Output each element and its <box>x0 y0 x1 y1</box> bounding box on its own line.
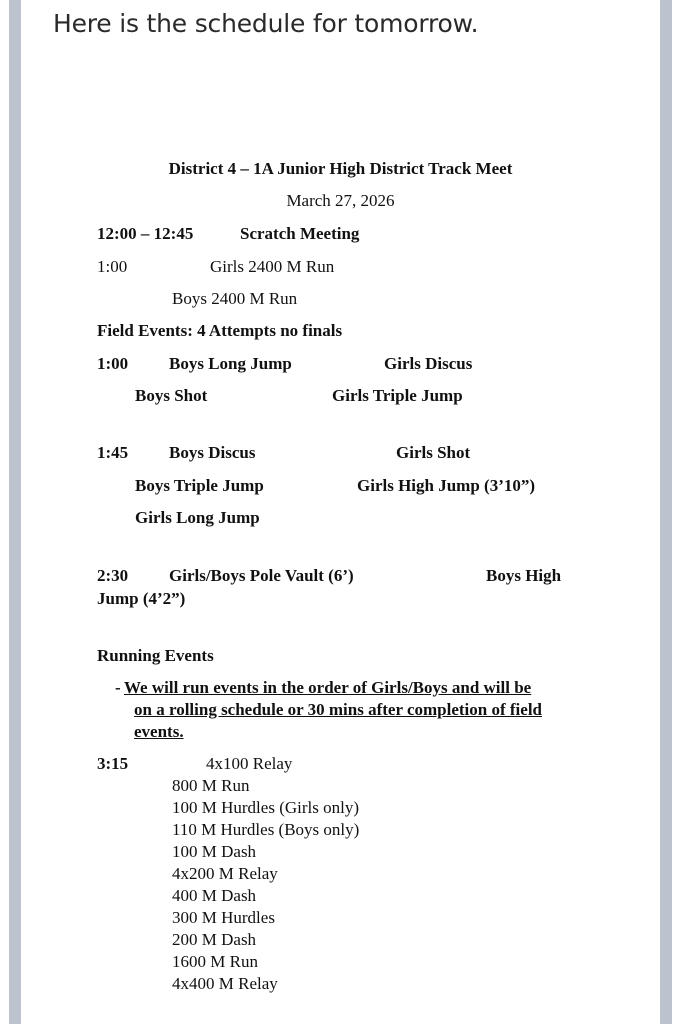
block1-time: 1:00 <box>97 354 129 373</box>
block3-event: Boys High <box>486 566 562 585</box>
note-dash: - <box>115 678 121 697</box>
running-event: 1600 M Run <box>172 952 258 971</box>
block2-event: Boys Discus <box>169 443 256 462</box>
running-event: 4x200 M Relay <box>172 864 278 883</box>
left-border-bar <box>9 0 21 1024</box>
running-event: 300 M Hurdles <box>172 908 275 927</box>
scratch-label: Scratch Meeting <box>240 224 360 243</box>
running-event: 800 M Run <box>172 776 250 795</box>
block1-event: Boys Long Jump <box>169 354 292 373</box>
running-time: 3:15 <box>97 754 129 773</box>
running-events-header: Running Events <box>97 646 214 665</box>
block1-event: Girls Triple Jump <box>332 386 463 405</box>
block2-event: Girls Shot <box>396 443 471 462</box>
girls-2400: Girls 2400 M Run <box>210 257 335 276</box>
meet-title: District 4 – 1A Junior High District Track Meet <box>168 159 513 178</box>
note-line: on a rolling schedule or 30 mins after completion of field <box>134 700 542 719</box>
block2-event: Girls Long Jump <box>135 508 260 527</box>
note-line: We will run events in the order of Girls/Boys and will be <box>124 678 532 697</box>
running-event: 100 M Dash <box>172 842 257 861</box>
boys-2400: Boys 2400 M Run <box>172 289 298 308</box>
meet-date: March 27, 2026 <box>286 191 395 210</box>
block3-event: Girls/Boys Pole Vault (6’) <box>169 566 354 585</box>
block2-event: Boys Triple Jump <box>135 476 264 495</box>
running-event: 400 M Dash <box>172 886 257 905</box>
schedule-document-image <box>21 96 660 1024</box>
field-events-header: Field Events: 4 Attempts no finals <box>97 321 343 340</box>
scratch-time: 12:00 – 12:45 <box>97 224 194 243</box>
block3-event: Jump (4’2”) <box>97 589 186 608</box>
note-line: events. <box>134 722 184 741</box>
run2400-time: 1:00 <box>97 257 128 276</box>
running-event: 4x400 M Relay <box>172 974 278 993</box>
right-border-bar <box>660 0 672 1024</box>
message-text: Here is the schedule for tomorrow. <box>53 9 479 38</box>
running-event: 4x100 Relay <box>206 754 293 773</box>
block2-event: Girls High Jump (3’10”) <box>357 476 536 495</box>
block1-event: Girls Discus <box>384 354 473 373</box>
running-event: 100 M Hurdles (Girls only) <box>172 798 359 817</box>
block3-time: 2:30 <box>97 566 129 585</box>
running-event: 110 M Hurdles (Boys only) <box>172 820 360 839</box>
block2-time: 1:45 <box>97 443 129 462</box>
block1-event: Boys Shot <box>135 386 208 405</box>
running-event: 200 M Dash <box>172 930 257 949</box>
